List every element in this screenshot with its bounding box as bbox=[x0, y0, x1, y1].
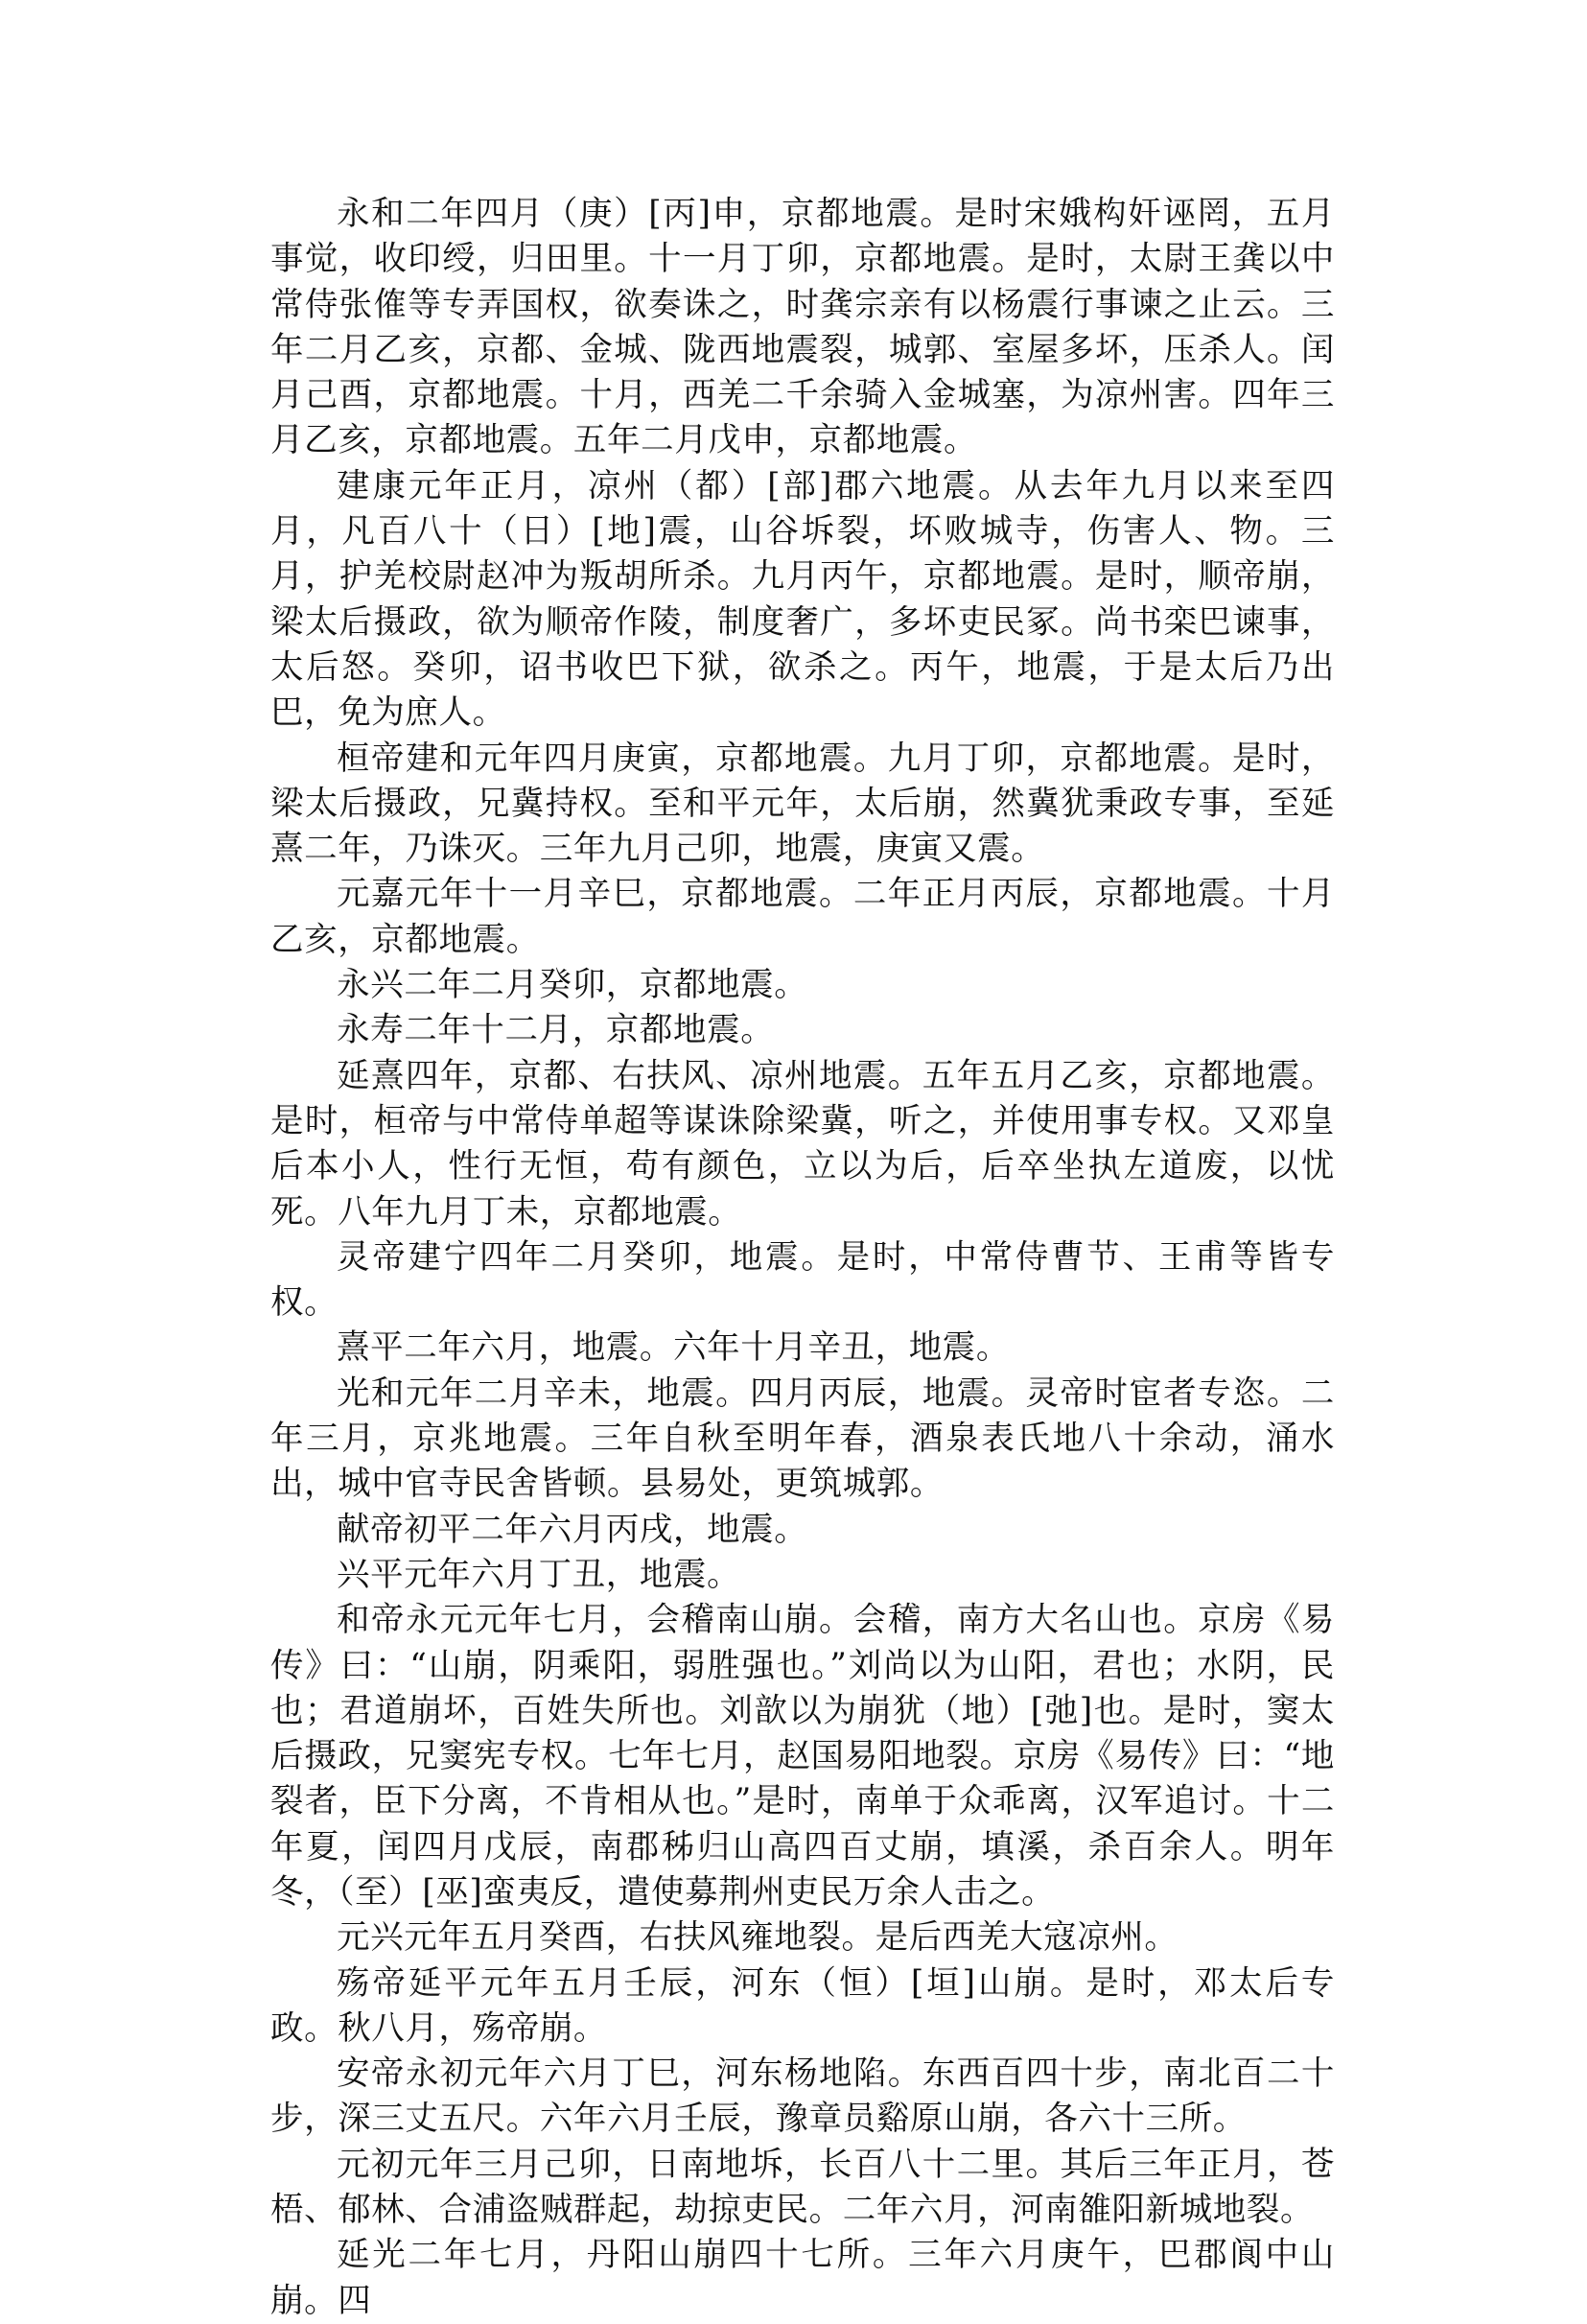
paragraph: 光和元年二月辛未，地震。四月丙辰，地震。灵帝时宦者专恣。二年三月，京兆地震。三年自秋至明年春，酒泉表氏地八十余动，涌水出，城中官寺民舍皆顿。县易处，更筑城郭。 bbox=[270, 1373, 1335, 1504]
paragraph: 灵帝建宁四年二月癸卯，地震。是时，中常侍曹节、王甫等皆专权。 bbox=[270, 1237, 1335, 1323]
paragraph: 和帝永元元年七月，会稽南山崩。会稽，南方大名山也。京房《易传》曰：“山崩，阴乘阳，弱胜强也。”刘尚以为山阳，君也；水阴，民也；君道崩坏，百姓失所也。刘歆以为崩犹（地）[弛]也。是时，窦太后摄政，兄窦宪专权。七年七月，赵国易阳地裂。京房《易传》曰：“地裂者，臣下分离，不肯相从也。”是时，南单于众乖离，汉军追讨。十二年夏，闰四月戊辰，南郡秭归山高四百丈崩，填溪，杀百余人。明年冬，（至）[巫]蛮夷反，遣使募荆州吏民万余人击之。 bbox=[270, 1601, 1335, 1912]
paragraph: 延光二年七月，丹阳山崩四十七所。三年六月庚午，巴郡阆中山崩。四 bbox=[270, 2236, 1335, 2320]
document-body bbox=[270, 192, 1335, 2324]
paragraph: 元嘉元年十一月辛巳，京都地震。二年正月丙辰，京都地震。十月乙亥，京都地震。 bbox=[270, 875, 1335, 959]
paragraph: 安帝永初元年六月丁巳，河东杨地陷。东西百四十步，南北百二十步，深三丈五尺。六年六月壬辰，豫章员谿原山崩，各六十三所。 bbox=[270, 2054, 1335, 2139]
paragraph: 元兴元年五月癸酉，右扶风雍地裂。是后西羌大寇凉州。 bbox=[337, 1918, 1179, 1958]
paragraph: 建康元年正月，凉州（都）[部]郡六地震。从去年九月以来至四月，凡百八十（日）[地]震，山谷坼裂，坏败城寺，伤害人、物。三月，护羌校尉赵冲为叛胡所杀。九月丙午，京都地震。是时，顺帝崩，梁太后摄政，欲为顺帝作陵，制度奢广，多坏吏民冢。尚书栾巴谏事，太后怒。癸卯，诏书收巴下狱，欲杀之。丙午，地震，于是太后乃出巴，免为庶人。 bbox=[270, 466, 1335, 733]
paragraph: 元初元年三月己卯，日南地坼，长百八十二里。其后三年正月，苍梧、郁林、合浦盗贼群起，劫掠吏民。二年六月，河南雒阳新城地裂。 bbox=[270, 2145, 1335, 2230]
paragraph: 献帝初平二年六月丙戌，地震。 bbox=[337, 1510, 808, 1549]
paragraph: 永兴二年二月癸卯，京都地震。 bbox=[337, 966, 808, 1005]
paragraph: 殇帝延平元年五月壬辰，河东（恒）[垣]山崩。是时，邓太后专政。秋八月，殇帝崩。 bbox=[270, 1963, 1335, 2048]
paragraph: 兴平元年六月丁丑，地震。 bbox=[337, 1555, 741, 1594]
paragraph: 永和二年四月（庚）[丙]申，京都地震。是时宋娥构奸诬罔，五月事觉，收印绶，归田里。十一月丁卯，京都地震。是时，太尉王龚以中常侍张傕等专弄国权，欲奏诛之，时龚宗亲有以杨震行事谏之止云。三年二月乙亥，京都、金城、陇西地震裂，城郭、室屋多坏，压杀人。闰月己酉，京都地震。十月，西羌二千余骑入金城塞，为凉州害。四年三月乙亥，京都地震。五年二月戊申，京都地震。 bbox=[270, 195, 1335, 460]
paragraph: 桓帝建和元年四月庚寅，京都地震。九月丁卯，京都地震。是时，梁太后摄政，兄冀持权。至和平元年，太后崩，然冀犹秉政专事，至延熹二年，乃诛灭。三年九月己卯，地震，庚寅又震。 bbox=[270, 739, 1335, 869]
paragraph: 熹平二年六月，地震。六年十月辛丑，地震。 bbox=[337, 1328, 1010, 1368]
paragraph: 永寿二年十二月，京都地震。 bbox=[337, 1011, 775, 1050]
paragraph: 延熹四年，京都、右扶风、凉州地震。五年五月乙亥，京都地震。是时，桓帝与中常侍单超等谋诛除梁冀，听之，并使用事专权。又邓皇后本小人，性行无恒，苟有颜色，立以为后，后卒坐执左道废，以忧死。八年九月丁未，京都地震。 bbox=[270, 1056, 1335, 1232]
